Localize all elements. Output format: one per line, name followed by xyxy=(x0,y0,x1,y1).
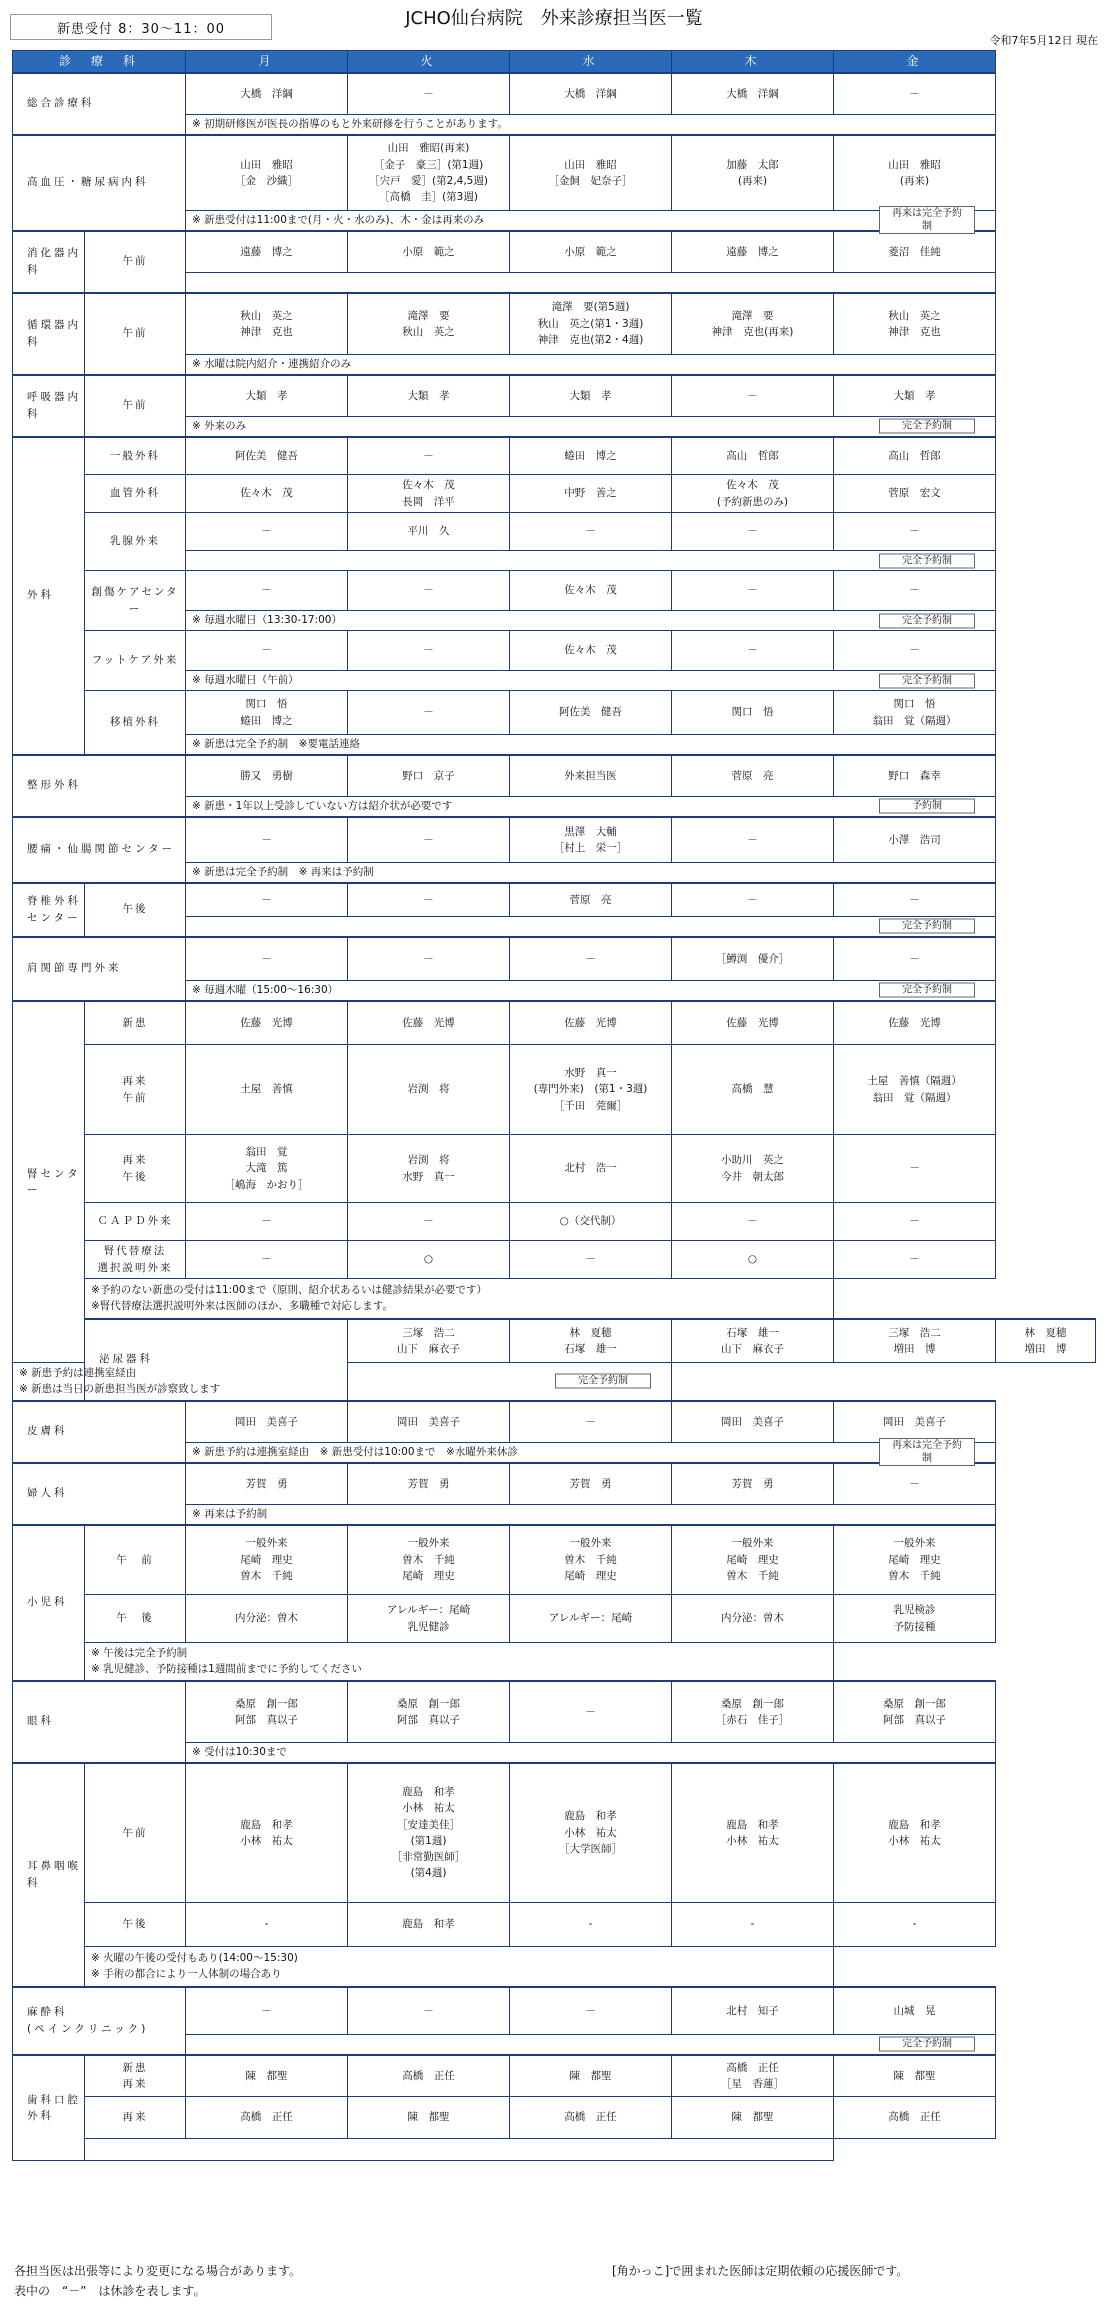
doctor-cell-mon: － xyxy=(186,513,348,551)
doctor-cell-wed: 大橋 洋綱 xyxy=(510,73,672,115)
note-text: ※ 新患受付は11:00まで(月・火・水のみ)、木・金は再来のみ xyxy=(192,214,485,227)
doctor-cell-mon: 大橋 洋綱 xyxy=(186,73,348,115)
doctor-cell-mon: 土屋 善慎 xyxy=(186,1045,348,1135)
doctor-cell-fri: 桑原 創一郎 阿部 真以子 xyxy=(834,1681,996,1743)
session-label: 午後 xyxy=(85,883,186,937)
doctor-cell-mon: 関口 悟 蜷田 博之 xyxy=(186,691,348,735)
session-label: 午前 xyxy=(85,375,186,437)
schedule-row xyxy=(13,883,1096,917)
doctor-cell-mon: 遠藤 博之 xyxy=(186,231,348,273)
doctor-cell-wed: 蜷田 博之 xyxy=(510,437,672,475)
doctor-cell-wed: 大類 孝 xyxy=(510,375,672,417)
schedule-row xyxy=(13,691,1096,735)
session-label: 創傷ケアセンター xyxy=(85,571,186,631)
doctor-cell-mon: 三塚 浩二 山下 麻衣子 xyxy=(348,1319,510,1363)
doctor-cell-tue: 岩渕 将 xyxy=(348,1045,510,1135)
session-label: 新患 再来 xyxy=(85,2055,186,2097)
note-row xyxy=(13,2139,1096,2161)
doctor-cell-wed: 高橋 正任 xyxy=(510,2097,672,2139)
session-label: 午前 xyxy=(85,293,186,375)
session-label: 血管外科 xyxy=(85,475,186,513)
note-cell xyxy=(186,797,996,817)
doctor-cell-tue: 高橋 正任 xyxy=(348,2055,510,2097)
note-text: ※ 新患・1年以上受診していない方は紹介状が必要です xyxy=(192,800,453,813)
note-cell xyxy=(186,1505,996,1525)
department-name: 脊椎外科センター xyxy=(13,883,85,937)
schedule-row xyxy=(13,937,1096,981)
doctor-cell-tue: 鹿島 和孝 小林 祐太 ［安達美佳］ (第1週) ［非常勤医師］ (第4週) xyxy=(348,1763,510,1903)
doctor-cell-tue: － xyxy=(348,631,510,671)
department-name: 肩関節専門外来 xyxy=(13,937,186,1001)
doctor-cell-thu: 芳賀 勇 xyxy=(672,1463,834,1505)
col-header-dept: 診 療 科 xyxy=(13,51,186,73)
doctor-cell-wed: ○（交代制） xyxy=(510,1203,672,1241)
doctor-cell-thu: 関口 悟 xyxy=(672,691,834,735)
note-cell xyxy=(186,115,996,135)
note-cell xyxy=(13,1363,672,1401)
doctor-cell-wed: 佐々木 茂 xyxy=(510,631,672,671)
schedule-row xyxy=(13,2055,1096,2097)
session-label: 午前 xyxy=(85,1763,186,1903)
doctor-cell-thu: 遠藤 博之 xyxy=(672,231,834,273)
doctor-cell-thu: 岡田 美喜子 xyxy=(672,1401,834,1443)
doctor-cell-mon: 佐々木 茂 xyxy=(186,475,348,513)
department-name: 総合診療科 xyxy=(13,73,186,135)
doctor-cell-tue: 平川 久 xyxy=(348,513,510,551)
note-row xyxy=(13,1643,1096,1681)
doctor-cell-thu: － xyxy=(672,571,834,611)
doctor-cell-wed: 陳 都聖 xyxy=(510,2055,672,2097)
note-cell xyxy=(186,208,996,233)
doctor-cell-fri: － xyxy=(834,883,996,917)
department-name: 高血圧・糖尿病内科 xyxy=(13,135,186,231)
session-label: フットケア外来 xyxy=(85,631,186,691)
doctor-cell-thu: 大橋 洋綱 xyxy=(672,73,834,115)
doctor-cell-thu: 菅原 亮 xyxy=(672,755,834,797)
reservation-badge: 完全予約制 xyxy=(879,983,975,998)
doctor-cell-mon: 芳賀 勇 xyxy=(186,1463,348,1505)
department-name: 循環器内科 xyxy=(13,293,85,375)
doctor-cell-mon: 高橋 正任 xyxy=(186,2097,348,2139)
doctor-cell-wed: 中野 善之 xyxy=(510,475,672,513)
doctor-cell-thu: 佐藤 光博 xyxy=(672,1001,834,1045)
doctor-cell-thu: － xyxy=(672,883,834,917)
doctor-cell-fri: 佐藤 光博 xyxy=(834,1001,996,1045)
doctor-cell-wed: 佐々木 茂 xyxy=(510,571,672,611)
doctor-cell-tue: 芳賀 勇 xyxy=(348,1463,510,1505)
doctor-cell-tue: 鹿島 和孝 xyxy=(348,1903,510,1947)
doctor-cell-fri: 山田 雅昭 (再来) xyxy=(834,135,996,211)
schedule-row xyxy=(13,293,1096,355)
note-cell xyxy=(186,917,996,937)
doctor-cell-wed: － xyxy=(510,1681,672,1743)
doctor-cell-tue: － xyxy=(348,817,510,863)
reservation-badge: 完全予約制 xyxy=(879,419,975,434)
doctor-cell-mon: － xyxy=(186,1241,348,1279)
note-text: ※ 新患予約は連携室経由 ※ 新患受付は10:00まで ※水曜外来休診 xyxy=(192,1446,518,1459)
doctor-cell-fri: 菱沼 佳純 xyxy=(834,231,996,273)
doctor-cell-thu: － xyxy=(672,375,834,417)
doctor-cell-fri: 一般外来 尾崎 理史 曽木 千純 xyxy=(834,1525,996,1595)
doctor-cell-fri: － xyxy=(834,1241,996,1279)
doctor-cell-tue: － xyxy=(348,73,510,115)
doctor-cell-thu: － xyxy=(672,513,834,551)
doctor-cell-mon: 佐藤 光博 xyxy=(186,1001,348,1045)
footer-note-brackets: [角かっこ]で囲まれた医師は定期依頼の応援医師です。 xyxy=(612,2264,909,2278)
doctor-cell-thu: 高橋 正任 ［星 香蓮］ xyxy=(672,2055,834,2097)
doctor-cell-wed: 北村 浩一 xyxy=(510,1135,672,1203)
schedule-row xyxy=(13,135,1096,211)
reservation-badge: 予約制 xyxy=(879,799,975,814)
doctor-cell-tue: － xyxy=(348,691,510,735)
session-label: 再来 xyxy=(85,2097,186,2139)
note-cell xyxy=(186,863,996,883)
note-text: ※ 新患は完全予約制 ※ 再来は予約制 xyxy=(192,866,374,879)
note-cell xyxy=(85,1643,834,1681)
schedule-row xyxy=(13,1463,1096,1505)
department-name: 外科 xyxy=(13,437,85,755)
doctor-cell-tue: 桑原 創一郎 阿部 真以子 xyxy=(348,1681,510,1743)
doctor-cell-tue: 林 夏穂 石塚 雄一 xyxy=(510,1319,672,1363)
note-text: ※ 毎週水曜日（午前） xyxy=(192,674,299,687)
session-label: 再来 午後 xyxy=(85,1135,186,1203)
doctor-cell-fri: 関口 悟 翁田 覚（隔週） xyxy=(834,691,996,735)
doctor-cell-fri: － xyxy=(834,1135,996,1203)
col-header-thu: 木 xyxy=(672,51,834,73)
note-text: ※ 午後は完全予約制 ※ 乳児健診、予防接種は1週間前までに予約してください xyxy=(91,1647,362,1676)
department-name: 耳鼻咽喉科 xyxy=(13,1763,85,1987)
department-name: 歯科口腔外科 xyxy=(13,2055,85,2161)
doctor-cell-tue: － xyxy=(348,883,510,917)
doctor-cell-thu: 高山 哲郎 xyxy=(672,437,834,475)
doctor-cell-tue: 佐々木 茂 長岡 洋平 xyxy=(348,475,510,513)
doctor-cell-fri: 乳児検診 予防接種 xyxy=(834,1595,996,1643)
doctor-cell-thu: - xyxy=(672,1903,834,1947)
doctor-cell-fri: 高山 哲郎 xyxy=(834,437,996,475)
doctor-cell-tue: － xyxy=(348,437,510,475)
reservation-badge: 完全予約制 xyxy=(555,1374,651,1389)
department-name: 腰痛・仙腸関節センター xyxy=(13,817,186,883)
doctor-cell-tue: 小原 範之 xyxy=(348,231,510,273)
department-name: 皮膚科 xyxy=(13,1401,186,1463)
doctor-cell-thu: 陳 都聖 xyxy=(672,2097,834,2139)
doctor-cell-wed: 滝澤 要(第5週) 秋山 英之(第1・3週) 神津 克也(第2・4週) xyxy=(510,293,672,355)
doctor-cell-wed: 水野 真一 (専門外来) (第1・3週) ［千田 莞爾］ xyxy=(510,1045,672,1135)
doctor-cell-thu: 内分泌：曽木 xyxy=(672,1595,834,1643)
doctor-cell-fri: 小澤 浩司 xyxy=(834,817,996,863)
col-header-wed: 水 xyxy=(510,51,672,73)
reservation-badge: 完全予約制 xyxy=(879,613,975,628)
department-name: 麻酔科 (ペインクリニック) xyxy=(13,1987,186,2055)
doctor-cell-mon: 岡田 美喜子 xyxy=(186,1401,348,1443)
doctor-cell-mon: － xyxy=(186,631,348,671)
schedule-row xyxy=(13,437,1096,475)
doctor-cell-mon: 勝又 勇樹 xyxy=(186,755,348,797)
doctor-cell-wed: 佐藤 光博 xyxy=(510,1001,672,1045)
doctor-cell-mon: - xyxy=(186,1903,348,1947)
note-text: ※予約のない新患の受付は11:00まで（原則、紹介状あるいは健診結果が必要です） ※腎代替療法選択説明外来は医師のほか、多職種で対応します。 xyxy=(91,1284,488,1313)
schedule-row xyxy=(13,631,1096,671)
note-cell xyxy=(186,981,996,1001)
note-row xyxy=(13,1279,1096,1319)
doctor-cell-wed: 菅原 亮 xyxy=(510,883,672,917)
department-name: 呼吸器内科 xyxy=(13,375,85,437)
note-row xyxy=(13,1947,1096,1987)
doctor-cell-thu: 桑原 創一郎 ［赤石 佳子］ xyxy=(672,1681,834,1743)
doctor-cell-mon: 大類 孝 xyxy=(186,375,348,417)
department-name: 消化器内科 xyxy=(13,231,85,293)
doctor-cell-fri: － xyxy=(834,631,996,671)
doctor-cell-fri: 林 夏穂 増田 博 xyxy=(996,1319,1096,1363)
schedule-row xyxy=(13,73,1096,115)
session-label: 午 前 xyxy=(85,1525,186,1595)
department-name: 整形外科 xyxy=(13,755,186,817)
doctor-cell-wed: － xyxy=(510,937,672,981)
department-name: 眼科 xyxy=(13,1681,186,1763)
department-name: 婦人科 xyxy=(13,1463,186,1525)
session-label: 午後 xyxy=(85,1903,186,1947)
doctor-cell-fri: 野口 森幸 xyxy=(834,755,996,797)
note-text: ※ 受付は10:30まで xyxy=(192,1746,287,1759)
schedule-row xyxy=(13,475,1096,513)
doctor-cell-fri: 土屋 善慎（隔週） 翁田 覚（隔週） xyxy=(834,1045,996,1135)
doctor-cell-thu: ［鱒渕 優介］ xyxy=(672,937,834,981)
schedule-row xyxy=(13,755,1096,797)
header-row xyxy=(13,51,1096,73)
doctor-cell-tue: 野口 京子 xyxy=(348,755,510,797)
doctor-cell-tue: － xyxy=(348,571,510,611)
col-header-mon: 月 xyxy=(186,51,348,73)
doctor-cell-wed: 山田 雅昭 ［金飼 妃奈子］ xyxy=(510,135,672,211)
department-name: 腎センター xyxy=(13,1001,85,1363)
doctor-cell-thu: 高橋 慧 xyxy=(672,1045,834,1135)
session-label: 再来 午前 xyxy=(85,1045,186,1135)
department-name: 泌尿器科 xyxy=(85,1319,348,1401)
page-title: JCHO仙台病院 外来診療担当医一覧 xyxy=(405,8,703,29)
doctor-cell-mon: 内分泌：曽木 xyxy=(186,1595,348,1643)
doctor-cell-tue: 佐藤 光博 xyxy=(348,1001,510,1045)
doctor-cell-mon: － xyxy=(186,817,348,863)
reservation-badge: 完全予約制 xyxy=(879,673,975,688)
doctor-cell-wed: － xyxy=(510,513,672,551)
schedule-row xyxy=(13,1135,1096,1203)
col-header-fri: 金 xyxy=(834,51,996,73)
schedule-row xyxy=(13,1903,1096,1947)
doctor-cell-thu: － xyxy=(672,1203,834,1241)
session-label: 乳腺外来 xyxy=(85,513,186,571)
reception-hours: 新患受付 8：30～11：00 xyxy=(10,14,272,40)
doctor-cell-fri: 大類 孝 xyxy=(834,375,996,417)
doctor-cell-fri: 岡田 美喜子 xyxy=(834,1401,996,1443)
note-text: ※ 火曜の午後の受付もあり(14:00～15:30) ※ 手術の都合により一人体制の場合あり xyxy=(91,1952,298,1981)
reservation-badge: 完全予約制 xyxy=(879,919,975,934)
note-cell xyxy=(186,1440,996,1465)
doctor-cell-tue: － xyxy=(348,937,510,981)
doctor-cell-tue: 滝澤 要 秋山 英之 xyxy=(348,293,510,355)
schedule-row xyxy=(13,1763,1096,1903)
doctor-cell-fri: 秋山 英之 神津 克也 xyxy=(834,293,996,355)
doctor-cell-mon: － xyxy=(186,571,348,611)
schedule-row xyxy=(13,571,1096,611)
schedule-row xyxy=(13,1241,1096,1279)
session-label: 午 後 xyxy=(85,1595,186,1643)
note-cell xyxy=(186,417,996,437)
note-cell xyxy=(85,1947,834,1987)
note-cell xyxy=(186,1743,996,1763)
reservation-badge: 再来は完全予約制 xyxy=(879,206,975,234)
doctor-cell-thu: 滝澤 要 神津 克也(再来) xyxy=(672,293,834,355)
note-text: ※ 水曜は院内紹介・連携紹介のみ xyxy=(192,358,352,371)
doctor-cell-wed: － xyxy=(510,1987,672,2035)
schedule-row xyxy=(13,817,1096,863)
doctor-cell-mon: 秋山 英之 神津 克也 xyxy=(186,293,348,355)
schedule-row xyxy=(13,1681,1096,1743)
reservation-badge: 完全予約制 xyxy=(879,2037,975,2052)
schedule-row xyxy=(13,375,1096,417)
doctor-cell-wed: 外来担当医 xyxy=(510,755,672,797)
note-text: ※ 毎週水曜日（13:30-17:00） xyxy=(192,614,342,627)
doctor-cell-thu: 加藤 太郎 (再来) xyxy=(672,135,834,211)
footer-note-dash: 表中の “－” は休診を表します。 xyxy=(14,2284,206,2298)
doctor-cell-mon: － xyxy=(186,1987,348,2035)
note-text: ※ 外来のみ xyxy=(192,420,247,433)
doctor-cell-fri: 高橋 正任 xyxy=(834,2097,996,2139)
doctor-cell-fri: － xyxy=(834,1203,996,1241)
doctor-cell-fri: 鹿島 和孝 小林 祐太 xyxy=(834,1763,996,1903)
doctor-cell-mon: 一般外来 尾崎 理史 曽木 千純 xyxy=(186,1525,348,1595)
doctor-cell-fri: － xyxy=(834,1463,996,1505)
note-cell xyxy=(186,735,996,755)
footer-note-change: 各担当医は出張等により変更になる場合があります。 xyxy=(14,2264,302,2278)
note-cell xyxy=(186,273,996,293)
note-cell xyxy=(85,1279,834,1319)
schedule-table xyxy=(12,50,1096,2161)
doctor-cell-mon: － xyxy=(186,937,348,981)
session-label: 移植外科 xyxy=(85,691,186,755)
note-text: ※ 初期研修医が医長の指導のもと外来研修を行うことがあります。 xyxy=(192,118,508,131)
session-label: 腎代替療法 選択説明外来 xyxy=(85,1241,186,1279)
note-cell xyxy=(85,2139,834,2161)
note-text: ※ 新患予約は連携室経由 ※ 新患は当日の新患担当医が診察致します xyxy=(19,1367,221,1396)
note-text: ※ 再来は予約制 xyxy=(192,1508,268,1521)
note-row xyxy=(13,1363,1096,1401)
doctor-cell-thu: 小助川 英之 今井 朝太郎 xyxy=(672,1135,834,1203)
doctor-cell-thu: 北村 知子 xyxy=(672,1987,834,2035)
doctor-cell-wed: アレルギー：尾崎 xyxy=(510,1595,672,1643)
schedule-row xyxy=(13,1319,1096,1363)
department-name: 小児科 xyxy=(13,1525,85,1681)
doctor-cell-thu: － xyxy=(672,817,834,863)
doctor-cell-fri: － xyxy=(834,73,996,115)
doctor-cell-tue: 陳 都聖 xyxy=(348,2097,510,2139)
doctor-cell-fri: 山城 晃 xyxy=(834,1987,996,2035)
doctor-cell-tue: アレルギー：尾崎 乳児健診 xyxy=(348,1595,510,1643)
doctor-cell-fri: 陳 都聖 xyxy=(834,2055,996,2097)
schedule-row xyxy=(13,1045,1096,1135)
note-cell xyxy=(186,611,996,631)
session-label: 午前 xyxy=(85,231,186,293)
reservation-badge: 完全予約制 xyxy=(879,553,975,568)
doctor-cell-tue: 一般外来 曽木 千純 尾崎 理史 xyxy=(348,1525,510,1595)
doctor-cell-wed: － xyxy=(510,1241,672,1279)
schedule-row xyxy=(13,1595,1096,1643)
session-label: ＣＡＰＤ外来 xyxy=(85,1203,186,1241)
doctor-cell-mon: 鹿島 和孝 小林 祐太 xyxy=(186,1763,348,1903)
doctor-cell-tue: 岡田 美喜子 xyxy=(348,1401,510,1443)
doctor-cell-mon: － xyxy=(186,883,348,917)
doctor-cell-tue: ○ xyxy=(348,1241,510,1279)
doctor-cell-mon: － xyxy=(186,1203,348,1241)
schedule-row xyxy=(13,1401,1096,1443)
note-cell xyxy=(186,355,996,375)
doctor-cell-thu: － xyxy=(672,631,834,671)
doctor-cell-mon: 翁田 覚 大滝 篤 ［嶋海 かおり］ xyxy=(186,1135,348,1203)
session-label: 新患 xyxy=(85,1001,186,1045)
as-of-date: 令和7年5月12日 現在 xyxy=(989,34,1098,47)
schedule-row xyxy=(13,513,1096,551)
note-text: ※ 毎週木曜（15:00～16:30） xyxy=(192,984,339,997)
note-text: ※ 新患は完全予約制 ※要電話連絡 xyxy=(192,738,360,751)
schedule-row xyxy=(13,231,1096,273)
schedule-row xyxy=(13,1203,1096,1241)
doctor-cell-mon: 山田 雅昭 ［金 沙織］ xyxy=(186,135,348,211)
doctor-cell-wed: 小原 範之 xyxy=(510,231,672,273)
doctor-cell-fri: － xyxy=(834,937,996,981)
doctor-cell-thu: 佐々木 茂 (予約新患のみ) xyxy=(672,475,834,513)
doctor-cell-thu: ○ xyxy=(672,1241,834,1279)
doctor-cell-wed: 鹿島 和孝 小林 祐太 ［大学医師］ xyxy=(510,1763,672,1903)
schedule-row xyxy=(13,1001,1096,1045)
doctor-cell-wed: 芳賀 勇 xyxy=(510,1463,672,1505)
doctor-cell-tue: 山田 雅昭(再来) ［金子 豪三］(第1週) ［宍戸 愛］(第2,4,5週) ［高橋 圭］(第3週) xyxy=(348,135,510,211)
session-label: 一般外科 xyxy=(85,437,186,475)
doctor-cell-wed: 阿佐美 健吾 xyxy=(510,691,672,735)
doctor-cell-tue: － xyxy=(348,1203,510,1241)
note-cell xyxy=(186,671,996,691)
doctor-cell-fri: － xyxy=(834,513,996,551)
doctor-cell-wed: - xyxy=(510,1903,672,1947)
doctor-cell-tue: 大類 孝 xyxy=(348,375,510,417)
schedule-row xyxy=(13,1987,1096,2035)
schedule-row xyxy=(13,1525,1096,1595)
doctor-cell-mon: 陳 都聖 xyxy=(186,2055,348,2097)
doctor-cell-fri: - xyxy=(834,1903,996,1947)
schedule-row xyxy=(13,2097,1096,2139)
doctor-cell-fri: － xyxy=(834,571,996,611)
doctor-cell-wed: 一般外来 曽木 千純 尾崎 理史 xyxy=(510,1525,672,1595)
note-cell xyxy=(186,551,996,571)
doctor-cell-tue: 岩渕 将 水野 真一 xyxy=(348,1135,510,1203)
col-header-tue: 火 xyxy=(348,51,510,73)
doctor-cell-thu: 三塚 浩二 増田 博 xyxy=(834,1319,996,1363)
doctor-cell-thu: 一般外来 尾崎 理史 曽木 千純 xyxy=(672,1525,834,1595)
doctor-cell-mon: 桑原 創一郎 阿部 真以子 xyxy=(186,1681,348,1743)
doctor-cell-thu: 鹿島 和孝 小林 祐太 xyxy=(672,1763,834,1903)
doctor-cell-mon: 阿佐美 健吾 xyxy=(186,437,348,475)
note-cell xyxy=(186,2035,996,2055)
doctor-cell-wed: 黒澤 大輔 ［村上 栄一］ xyxy=(510,817,672,863)
doctor-cell-wed: 石塚 雄一 山下 麻衣子 xyxy=(672,1319,834,1363)
doctor-cell-wed: － xyxy=(510,1401,672,1443)
reservation-badge: 再来は完全予約制 xyxy=(879,1438,975,1466)
doctor-cell-tue: － xyxy=(348,1987,510,2035)
doctor-cell-fri: 菅原 宏文 xyxy=(834,475,996,513)
